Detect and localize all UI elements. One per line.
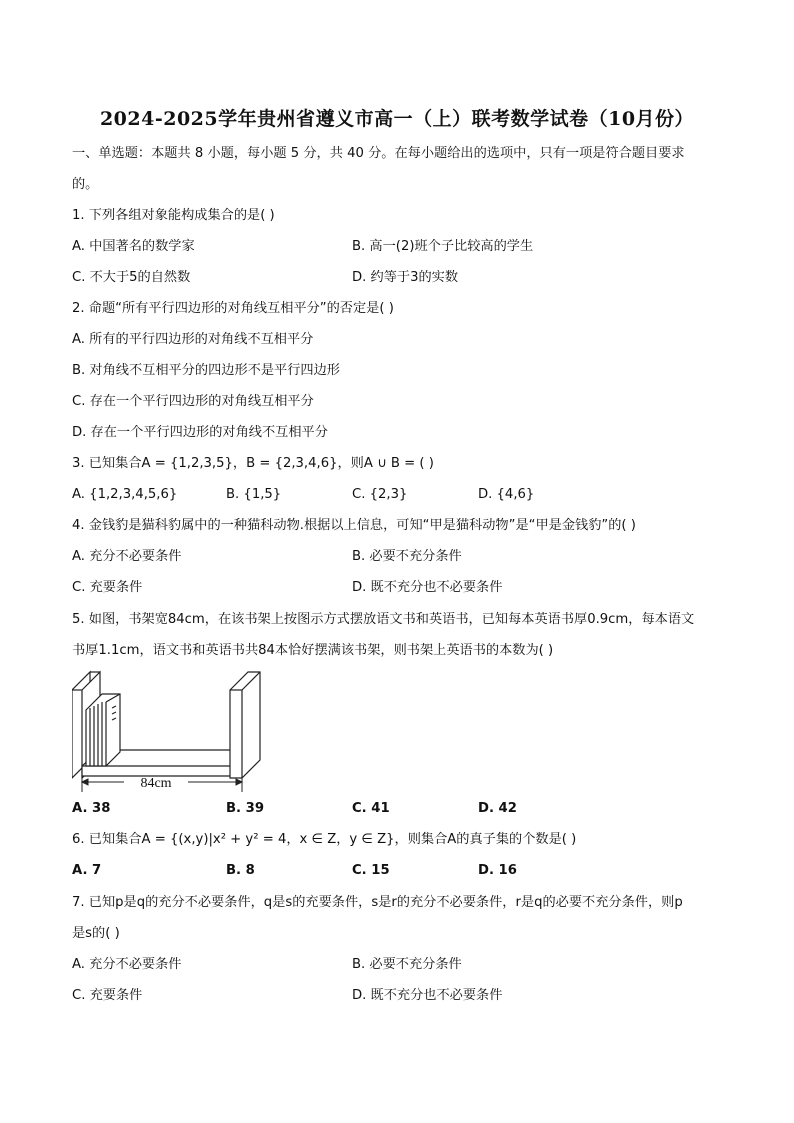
books-stack [86,694,120,766]
q2-option-c: C. 存在一个平行四边形的对角线互相平分 [72,394,314,409]
q5-option-c: C. 41 [352,801,390,816]
q6-option-a: A. 7 [72,863,102,878]
figure-width-label: 84cm [140,776,172,791]
question-4-stem: 4. 金钱豹是猫科豹属中的一种猫科动物.根据以上信息，可知“甲是猫科动物”是“甲是金钱豹”的( ) [72,518,636,533]
q1-option-d: D. 约等于3的实数 [352,270,459,285]
q3-option-d: D. {4,6} [478,487,535,502]
exam-title: 2024-2025学年贵州省遵义市高一（上）联考数学试卷（10月份） [99,108,695,130]
q7-option-a: A. 充分不必要条件 [72,957,182,972]
q2-option-a: A. 所有的平行四边形的对角线不互相平分 [72,332,314,347]
question-5-stem: 5. 如图，书架宽84cm，在该书架上按图示方式摆放语文书和英语书，已知每本英语书厚0.9cm，每本语文 [72,612,695,627]
q3-option-b: B. {1,5} [226,487,282,502]
q4-option-b: B. 必要不充分条件 [352,549,462,564]
shelf-right-side [230,672,260,778]
question-3-stem: 3. 已知集合A = {1,2,3,5}，B = {2,3,4,6}，则A ∪ B = ( ) [72,456,434,471]
question-5-stem-cont: 书厚1.1cm，语文书和英语书共84本恰好摆满该书架，则书架上英语书的本数为( ) [72,643,554,658]
q5-option-a: A. 38 [72,801,111,816]
q2-option-b: B. 对角线不互相平分的四边形不是平行四边形 [72,363,340,378]
q6-option-b: B. 8 [226,863,255,878]
q7-option-d: D. 既不充分也不必要条件 [352,988,503,1003]
q6-option-c: C. 15 [352,863,390,878]
q4-option-a: A. 充分不必要条件 [72,549,182,564]
q3-option-c: C. {2,3} [352,487,408,502]
q7-option-c: C. 充要条件 [72,988,143,1003]
q2-option-d: D. 存在一个平行四边形的对角线不互相平分 [72,425,328,440]
bookshelf-figure [72,668,262,792]
q1-option-b: B. 高一(2)班个子比较高的学生 [352,239,534,254]
q4-option-d: D. 既不充分也不必要条件 [352,580,503,595]
question-7-stem-cont: 是s的( ) [72,926,120,941]
question-7-stem: 7. 已知p是q的充分不必要条件，q是s的充要条件，s是r的充分不必要条件，r是q的必要不充分条件，则p [72,895,683,910]
q6-option-d: D. 16 [478,863,517,878]
q7-option-b: B. 必要不充分条件 [352,957,462,972]
q4-option-c: C. 充要条件 [72,580,143,595]
question-6-stem: 6. 已知集合A = {(x,y)|x² + y² = 4，x ∈ Z，y ∈ Z}，则集合A的真子集的个数是( ) [72,832,577,847]
q3-option-a: A. {1,2,3,4,5,6} [72,487,178,502]
question-2-stem: 2. 命题“所有平行四边形的对角线互相平分”的否定是( ) [72,301,394,316]
shelf-base [82,766,240,776]
q1-option-c: C. 不大于5的自然数 [72,270,191,285]
q1-option-a: A. 中国著名的数学家 [72,239,195,254]
q5-option-b: B. 39 [226,801,265,816]
question-1-stem: 1. 下列各组对象能构成集合的是( ) [72,208,275,223]
section-heading: 一、单选题：本题共 8 小题，每小题 5 分，共 40 分。在每小题给出的选项中，只有一项是符合题目要求 [72,146,685,161]
section-heading-cont: 的。 [72,177,99,192]
q5-option-d: D. 42 [478,801,517,816]
